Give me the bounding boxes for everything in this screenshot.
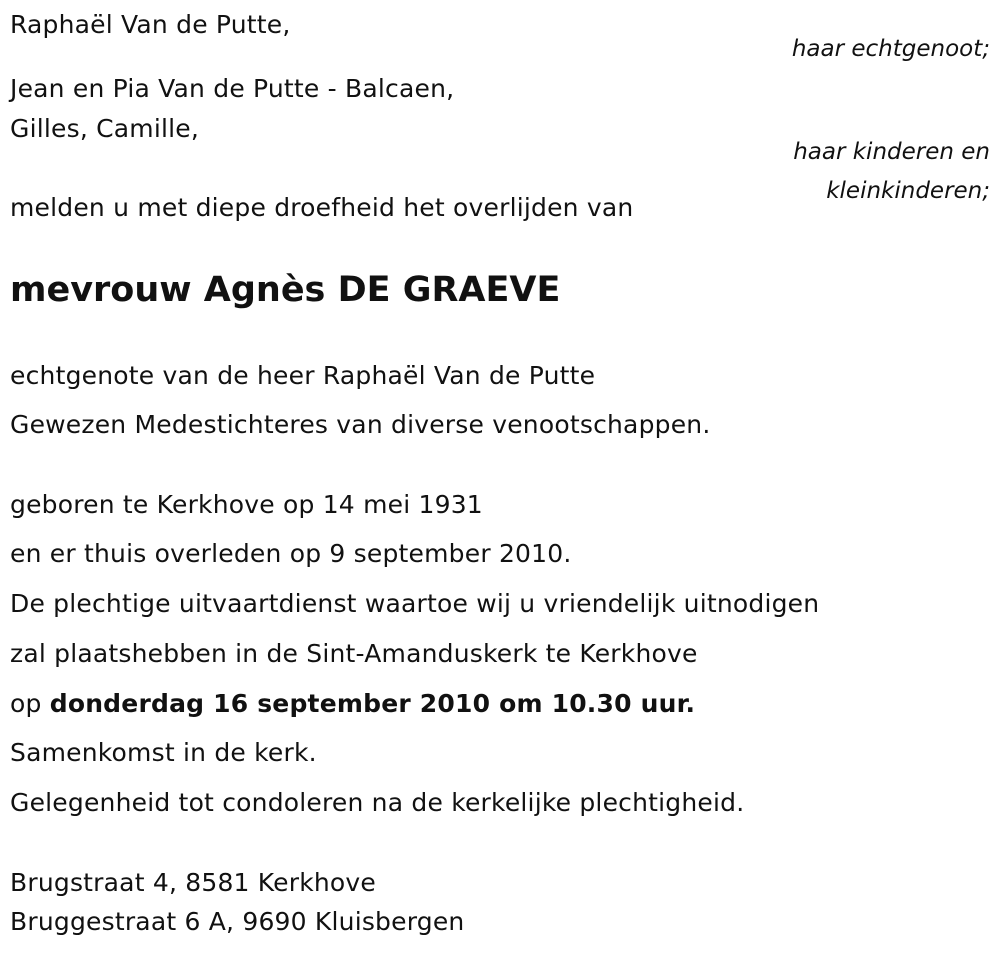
- funeral-place-line: zal plaatshebben in de Sint-Amanduskerk te Kerkhove: [10, 639, 698, 668]
- family-spouse-line: Raphaël Van de Putte,: [10, 10, 291, 39]
- born-line: geboren te Kerkhove op 14 mei 1931: [10, 490, 483, 519]
- deceased-spouse-line: echtgenote van de heer Raphaël Van de Putte: [10, 361, 596, 390]
- children-line-2: Gilles, Camille,: [10, 114, 200, 143]
- address-line-2: Bruggestraat 6 A, 9690 Kluisbergen: [10, 907, 465, 936]
- announcement-line: melden u met diepe droefheid het overlijden van: [10, 193, 634, 222]
- funeral-invite-line: De plechtige uitvaartdienst waartoe wij u vriendelijk uitnodigen: [10, 589, 820, 618]
- condolences-line: Gelegenheid tot condoleren na de kerkelijke plechtigheid.: [10, 788, 745, 817]
- children-relation-line-1: haar kinderen en: [793, 139, 990, 165]
- deceased-name: mevrouw Agnès DE GRAEVE: [10, 270, 561, 310]
- funeral-date: donderdag 16 september 2010 om 10.30 uur.: [49, 689, 696, 718]
- funeral-date-prefix: op: [10, 689, 50, 718]
- funeral-date-line: [10, 689, 695, 719]
- deceased-occupation: Gewezen Medestichteres van diverse venootschappen.: [10, 410, 711, 439]
- spouse-relation: haar echtgenoot;: [791, 36, 990, 62]
- address-line-1: Brugstraat 4, 8581 Kerkhove: [10, 868, 377, 897]
- died-line: en er thuis overleden op 9 september 2010.: [10, 539, 572, 568]
- children-relation-line-2: kleinkinderen;: [826, 178, 990, 204]
- children-line-1: Jean en Pia Van de Putte - Balcaen,: [10, 74, 455, 103]
- gathering-line: Samenkomst in de kerk.: [10, 738, 317, 767]
